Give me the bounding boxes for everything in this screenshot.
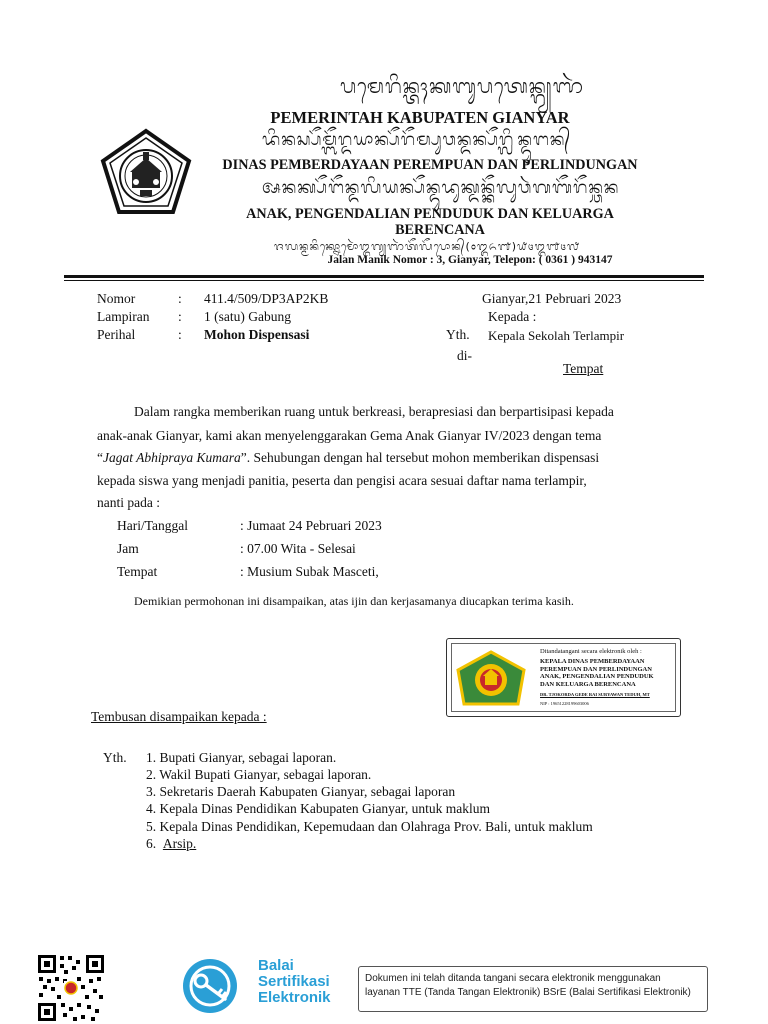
place-date: Gianyar,21 Pebruari 2023 — [482, 291, 622, 306]
quote-open: “ — [97, 450, 103, 465]
signature-frame — [451, 643, 676, 712]
signer-title-line: PEREMPUAN DAN PERLINDUNGAN — [540, 665, 652, 673]
balinese-script-line: ᬤᬶᬦᬲ᭄ᬧᭂᬫ᭄ᬩᭂᬭ᭄ᬤᬬᬵᬦ᭄ᬧᭂᬭᭂᬫ᭄ᬧᬸᬯᬦ᭄ᬤᬦ᭄ᬧᭂᬭ᭄ᬮᬶᬦ᭄ᬤᬸᬗᬦ᭄ — [262, 130, 572, 150]
paragraph-line: nanti pada : — [97, 495, 160, 510]
tte-notice — [358, 966, 708, 1012]
balinese-script-line: ᬅᬦᬓ᭄ᬧᭂᬗᭂᬦ᭄ᬤᬮᬶᬬᬦ᭄ᬧᭂᬦ᭄ᬤᬸᬤᬸᬓ᭄ᬤᬦ᭄ᬓᭂᬮᬸᬯᬃᬕᬩᭂᬭᭂᬦ᭄ᬘᬦ — [262, 178, 620, 198]
paragraph-line: Dalam rangka memberikan ruang untuk berkreasi, berapresiasi dan berpartisipasi kepada — [134, 404, 614, 419]
signer-title-line: KEPALA DINAS PEMBERDAYAAN — [540, 658, 645, 665]
balinese-script-line: ᬧᬫᬾᬭᬶᬦ᭄ᬢᬄᬓᬩᬸᬧᬢᬾᬦ᭄ᬕ᭄ᬬᬜᬃ — [340, 74, 584, 98]
paragraph-line: anak-anak Gianyar, kami akan menyelenggarakan Gema Anak Gianyar IV/2023 dengan tema — [97, 428, 602, 443]
cc-item: 4. Kepala Dinas Pendidikan Kabupaten Gianyar, untuk maklum — [146, 801, 490, 816]
nomor-value: 411.4/509/DP3AP2KB — [204, 291, 329, 306]
qr-code-icon — [36, 953, 106, 1023]
cc-heading: Tembusan disampaikan kepada : — [91, 709, 267, 724]
cc-item-archive: Arsip. — [162, 836, 197, 851]
lampiran-label: Lampiran — [97, 309, 150, 324]
gianyar-seal-icon — [100, 128, 192, 216]
nomor-label: Nomor — [97, 291, 136, 306]
lampiran-value: 1 (satu) Gabung — [204, 309, 291, 324]
balinese-script-line: ᬚᬮᬦ᭄ᬫᬦᬶᬓ᭄ᬦᭀᬫᭀᬃ᭓ᬕ᭄ᬬᬜᬃᬢᭂᬮᭂᬧᭀᬦ᭄(᭐᭓᭖᭑)᭙᭔᭓᭑᭔᭗ — [274, 240, 580, 253]
closing-sentence: Demikian permohonan ini disampaikan, atas ijin dan kerjasamanya diucapkan terima kasih. — [134, 594, 574, 608]
cc-item: 1. Bupati Gianyar, sebagai laporan. — [146, 750, 337, 765]
address-line: Jalan Manik Nomor : 3, Gianyar, Telepon: ( 0361 ) 943147 — [327, 254, 613, 266]
signer-title-line: ANAK, PENGENDALIAN PENDUDUK — [540, 673, 654, 680]
agency-name-line: DINAS PEMBERDAYAAN PEREMPUAN DAN PERLINDUNGAN — [222, 157, 638, 173]
gianyar-emblem-icon — [456, 650, 526, 706]
colon: : — [178, 291, 182, 306]
cc-item: 5. Kepala Dinas Pendidikan, Kepemudaan dan Olahraga Prov. Bali, untuk maklum — [146, 819, 593, 834]
divider — [64, 275, 704, 278]
theme-name: Jagat Abhipraya Kumara — [103, 450, 241, 465]
agency-name-line: ANAK, PENGENDALIAN PENDUDUK DAN KELUARGA — [246, 206, 614, 222]
detail-label: Jam — [117, 541, 139, 556]
cc-item-number: 6. — [146, 836, 157, 851]
detail-label: Hari/Tanggal — [117, 518, 189, 533]
signer-nip: NIP : 19651228199603006 — [540, 701, 589, 706]
perihal-value: Mohon Dispensasi — [204, 327, 310, 342]
bsre-logo-icon — [181, 957, 249, 1015]
detail-label: Tempat — [117, 564, 158, 579]
cc-item: 3. Sekretaris Daerah Kabupaten Gianyar, sebagai laporan — [146, 784, 456, 799]
agency-name-line: BERENCANA — [395, 222, 485, 238]
colon: : — [178, 309, 182, 324]
paragraph-line: kepada siswa yang menjadi panitia, peserta dan pengisi acara sesuai daftar nama terlampir, — [97, 473, 587, 488]
di-label: di- — [457, 348, 472, 363]
bsre-wordmark-line: Balai — [258, 957, 294, 974]
bsre-wordmark — [258, 958, 331, 1006]
signer-title — [540, 658, 654, 688]
paragraph-text: ”. Sehubungan dengan hal tersebut mohon memberikan dispensasi — [240, 450, 600, 465]
signer-title-line: DAN KELUARGA BERENCANA — [540, 680, 636, 688]
bsre-wordmark-line: Sertifikasi — [258, 973, 330, 990]
divider — [64, 280, 704, 281]
tte-notice-line: layanan TTE (Tanda Tangan Elektronik) BSrE (Balai Sertifikasi Elektronik) — [365, 987, 691, 998]
cc-item — [146, 836, 196, 852]
paragraph-line — [97, 450, 599, 466]
colon: : — [178, 327, 182, 342]
cc-item: 2. Wakil Bupati Gianyar, sebagai laporan. — [146, 767, 372, 782]
tte-notice-line: Dokumen ini telah ditanda tangani secara elektronik menggunakan — [365, 973, 661, 984]
signer-name: DR. TJOKORDA GEDE RAI SURYAWAN TEDUH, MT — [540, 692, 650, 697]
yth-label: Yth. — [446, 327, 470, 342]
signed-note: Ditandatangani secara elektronik oleh : — [540, 648, 642, 655]
kepada-label: Kepada : — [488, 309, 537, 324]
bsre-wordmark-line: Elektronik — [258, 989, 331, 1006]
detail-value: : 07.00 Wita - Selesai — [240, 541, 356, 556]
recipient: Kepala Sekolah Terlampir — [488, 328, 625, 343]
tempat-label: Tempat — [563, 361, 604, 376]
cc-yth: Yth. — [103, 750, 127, 765]
detail-value: : Musium Subak Masceti, — [240, 564, 379, 579]
detail-value: : Jumaat 24 Pebruari 2023 — [240, 518, 382, 533]
government-name: PEMERINTAH KABUPATEN GIANYAR — [270, 108, 570, 127]
electronic-signature — [446, 638, 681, 717]
perihal-label: Perihal — [97, 327, 136, 342]
